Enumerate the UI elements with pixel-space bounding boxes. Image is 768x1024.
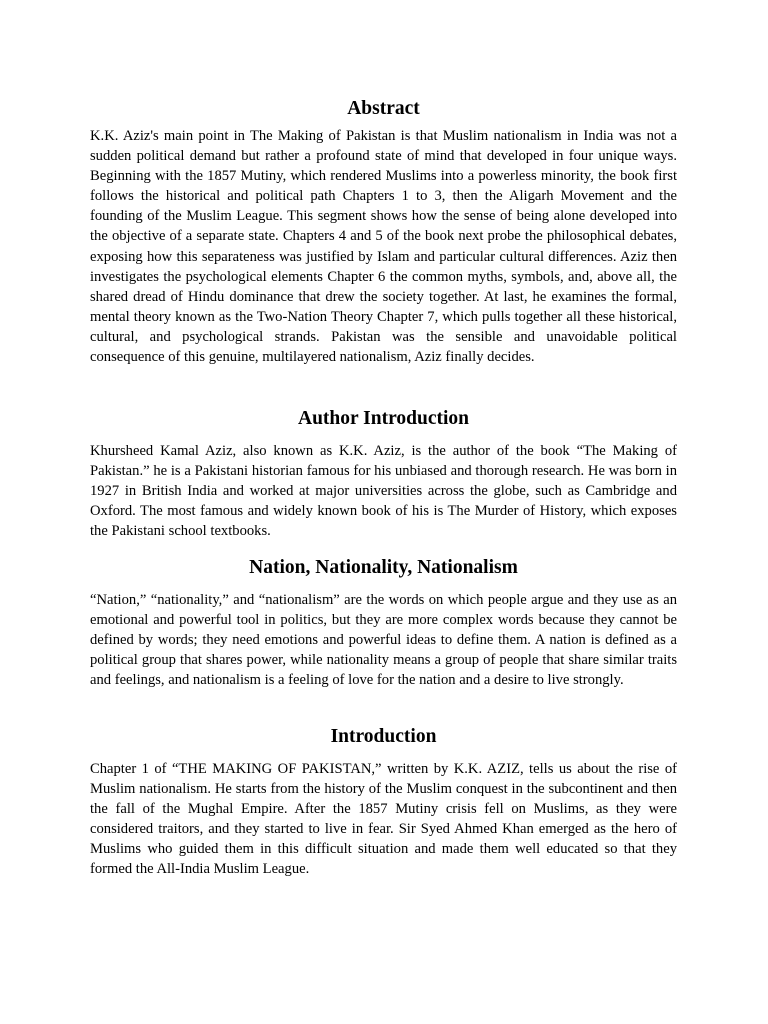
introduction-heading: Introduction xyxy=(330,726,437,747)
introduction-paragraph: Chapter 1 of “THE MAKING OF PAKISTAN,” written by K.K. AZIZ, tells us about the rise of Muslim nationalism. He starts from the history of the Muslim conquest in the subcontinent and then the fall of the Mughal Empire. After the 1857 Mutiny crisis fell on Muslims, as they were considered traitors, and they started to live in fear. Sir Syed Ahmed Khan emerged as the hero of Muslims who guided them in this difficult situation and made them well educated so that they formed the All-India Muslim League. xyxy=(90,761,677,878)
author-introduction-section xyxy=(90,407,677,541)
introduction-section xyxy=(90,725,677,880)
author-introduction-heading: Author Introduction xyxy=(297,408,470,429)
abstract-section xyxy=(90,97,677,367)
abstract-paragraph: K.K. Aziz's main point in The Making of Pakistan is that Muslim nationalism in India was not a sudden political demand but rather a profound state of mind that developed in four unique ways. Beginning with the 1857 Mutiny, which rendered Muslims into a powerless minority, the book first follows the historical and political path Chapters 1 to 3, then the Aligarh Movement and the founding of the Muslim League. This segment shows how the sense of being alone developed into the objective of a separate state. Chapters 4 and 5 of the book next probe the philosophical debates, exposing how this separateness was justified by Islam and particular cultural differences. Aziz then investigates the psychological elements Chapter 6 the common myths, symbols, and, above all, the shared dread of Hindu dominance that drew the society together. At last, he examines the formal, mental theory known as the Two-Nation Theory Chapter 7, which pulls together all these historical, cultural, and psychological strands. Pakistan was the sensible and unavoidable political consequence of this genuine, multilayered nationalism, Aziz finally decides. xyxy=(90,128,677,366)
abstract-heading: Abstract xyxy=(347,98,420,119)
nation-heading: Nation, Nationality, Nationalism xyxy=(249,557,518,578)
author-introduction-paragraph: Khursheed Kamal Aziz, also known as K.K. Aziz, is the author of the book “The Making of Pakistan.” he is a Pakistani historian famous for his unbiased and thorough research. He was born in 1927 in British India and worked at major universities across the globe, such as Cambridge and Oxford. The most famous and widely known book of his is The Murder of History, which exposes the Pakistani school textbooks. xyxy=(90,443,677,540)
nation-section xyxy=(90,556,677,690)
nation-paragraph: “Nation,” “nationality,” and “nationalism” are the words on which people argue and they use as an emotional and powerful tool in politics, but they are more complex words because they cannot be defined by words; they need emotions and powerful ideas to define them. A nation is defined as a political group that shares power, while nationality means a group of people that share similar traits and feelings, and nationalism is a feeling of love for the nation and a desire to live strongly. xyxy=(90,592,677,689)
